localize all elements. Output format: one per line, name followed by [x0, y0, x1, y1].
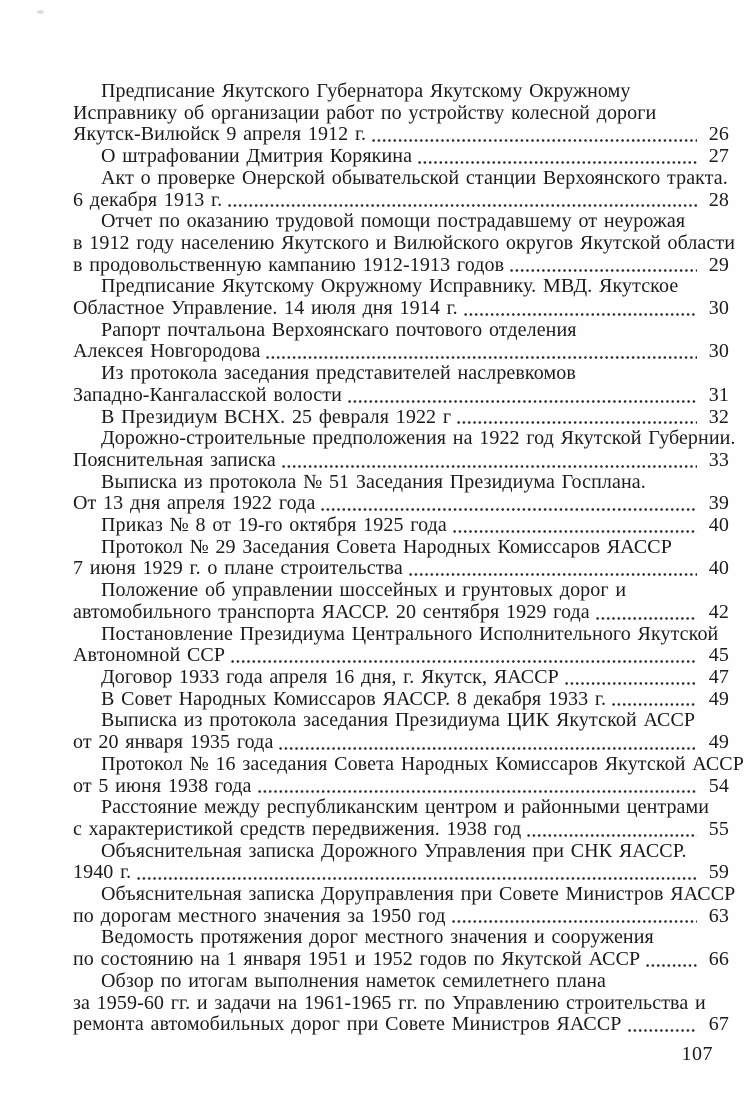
- toc-entry-title: От 13 дня апреля 1922 года: [73, 492, 316, 515]
- dot-leader: [453, 529, 697, 534]
- toc-entry-title: Договор 1933 года апреля 16 дня, г. Якутск, ЯАССР: [101, 665, 559, 688]
- folio-page-number: 107: [681, 1043, 713, 1065]
- toc-entry-page-number: 31: [708, 383, 729, 406]
- toc-line: [73, 732, 729, 754]
- dot-leader: [321, 507, 697, 512]
- toc-entry-page-number: 63: [708, 904, 729, 927]
- toc-entry-page-number: 49: [708, 731, 729, 754]
- toc-line: [73, 906, 729, 928]
- toc-line: [73, 558, 729, 580]
- dot-leader: [596, 616, 697, 621]
- dot-leader: [258, 789, 697, 794]
- toc-line: [73, 493, 729, 515]
- dot-leader: [510, 268, 697, 273]
- toc-line: Протокол № 29 Заседания Совета Народных Комиссаров ЯАССР: [101, 535, 672, 558]
- toc-entry: [73, 883, 736, 927]
- toc-entry: [73, 624, 729, 667]
- dot-leader: [228, 203, 697, 208]
- toc-line: [73, 341, 729, 363]
- toc-entry-title: от 5 июня 1938 года: [73, 774, 252, 797]
- toc-line: [73, 667, 729, 689]
- toc-entry: [73, 689, 729, 711]
- toc-entry: [73, 168, 729, 211]
- toc-line: [73, 689, 729, 711]
- toc-line: [73, 819, 729, 841]
- dot-leader: [527, 833, 697, 838]
- toc-entry-title: по состоянию на 1 января 1951 и 1952 годов по Якутской АССР: [73, 948, 641, 971]
- dot-leader: [646, 963, 697, 968]
- toc-line: [73, 298, 729, 320]
- toc-entry-title: ремонта автомобильных дорог при Совете Министров ЯАССР: [73, 1013, 622, 1036]
- toc-entry: [73, 710, 729, 753]
- toc-entry: [73, 515, 729, 537]
- toc-entry: [73, 971, 729, 1036]
- toc-entry-page-number: 27: [708, 145, 729, 168]
- toc-entry-title: В Президиум ВСНХ. 25 февраля 1922 г: [101, 405, 452, 428]
- toc-entry-title: 1940 г.: [73, 861, 132, 884]
- toc-entry-title: от 20 января 1935 года: [73, 731, 274, 754]
- toc-entry-page-number: 39: [708, 492, 729, 515]
- toc-entry-page-number: 59: [708, 861, 729, 884]
- toc-line: [73, 645, 729, 667]
- toc-entry-title: В Совет Народных Комиссаров ЯАССР. 8 декабря 1933 г.: [101, 687, 607, 710]
- toc-line: Объяснительная записка Доруправления при Совете Министров ЯАССР: [101, 883, 736, 906]
- toc-entry-title: по дорогам местного значения за 1950 год: [73, 904, 446, 927]
- toc-entry: [73, 320, 729, 363]
- toc-line: Обзор по итогам выполнения наметок семилетнего плана: [101, 969, 606, 992]
- toc-entry-title: Западно-Кангаласской волости: [73, 383, 342, 406]
- toc-entry-page-number: 40: [708, 557, 729, 580]
- toc-entry-page-number: 30: [708, 297, 729, 320]
- toc-entry-title: Автономной ССР: [73, 644, 226, 667]
- toc-entry-page-number: 32: [708, 405, 729, 428]
- toc-line: [73, 949, 729, 971]
- toc-line: [73, 776, 729, 798]
- toc-entry-page-number: 55: [708, 817, 729, 840]
- toc-entry-title: в продовольственную кампанию 1912-1913 годов: [73, 253, 505, 276]
- toc-line: за 1959-60 гг. и задачи на 1961-1965 гг. по Управлению строительства и: [73, 991, 706, 1014]
- dot-leader: [266, 355, 697, 360]
- dot-leader: [418, 160, 697, 165]
- dot-leader: [565, 681, 697, 686]
- toc-entry: [73, 427, 736, 471]
- toc-entry: [73, 81, 729, 146]
- toc-entry: [73, 752, 744, 797]
- toc-entry-page-number: 26: [708, 123, 729, 146]
- toc-line: Рапорт почтальона Верхоянскаго почтового отделения: [101, 318, 577, 341]
- scan-artifact: [37, 10, 44, 14]
- toc-entry-page-number: 33: [708, 448, 729, 471]
- toc-entry: [73, 472, 729, 515]
- toc-entry: [73, 667, 729, 689]
- toc-entry-title: с характеристикой средств передвижения. 1938 год: [73, 817, 522, 840]
- toc-entry-title: 6 декабря 1913 г.: [73, 188, 223, 211]
- toc-entry-page-number: 30: [708, 340, 729, 363]
- dot-leader: [372, 138, 697, 143]
- toc-line: [73, 862, 729, 884]
- toc-line: Объяснительная записка Дорожного Управления при СНК ЯАССР.: [101, 839, 687, 862]
- toc-line: [73, 1014, 729, 1036]
- toc-entry: [73, 210, 736, 276]
- toc-line: Ведомость протяжения дорог местного значения и сооружения: [101, 926, 654, 949]
- toc-line: Предписание Якутскому Окружному Исправнику. МВД. Якутское: [101, 275, 679, 298]
- dot-leader: [137, 876, 697, 881]
- toc-entry: [73, 580, 729, 623]
- toc-line: Постановление Президиума Центрального Исполнительного Якутской: [101, 622, 719, 645]
- toc-entry-page-number: 45: [708, 644, 729, 667]
- toc-entry-title: 7 июня 1929 г. о плане строительства: [73, 557, 403, 580]
- toc-entry-title: Алексея Новгородова: [73, 340, 261, 363]
- toc-entry-page-number: 42: [708, 600, 729, 623]
- dot-leader: [612, 702, 697, 707]
- toc-line: Дорожно-строительные предположения на 1922 год Якутской Губернии.: [101, 427, 736, 450]
- dot-leader: [457, 420, 697, 425]
- dot-leader: [452, 919, 697, 924]
- toc-line: Предписание Якутского Губернатора Якутскому Окружному: [101, 80, 631, 102]
- toc-line: Выписка из протокола заседания Президиума ЦИК Якутской АССР: [101, 709, 696, 732]
- toc-entry: [73, 146, 729, 168]
- toc-line: [73, 450, 729, 472]
- toc-entry-title: Якутск-Вилюйск 9 апреля 1912 г.: [73, 123, 367, 146]
- toc-line: Акт о проверке Онерской обывательской станции Верхоянского тракта.: [101, 166, 728, 189]
- toc-entry: [73, 841, 729, 884]
- toc-line: [73, 515, 729, 537]
- toc-line: в 1912 году населению Якутского и Вилюйского округов Якутской области: [73, 231, 736, 254]
- dot-leader: [279, 746, 697, 751]
- toc-entry-page-number: 66: [708, 948, 729, 971]
- toc-line: [73, 385, 729, 407]
- toc-line: Протокол № 16 заседания Совета Народных Комиссаров Якутской АССР: [101, 752, 744, 775]
- dot-leader: [231, 659, 697, 664]
- toc-entry: [73, 276, 729, 319]
- toc-entry: [73, 363, 729, 406]
- dot-leader: [409, 572, 697, 577]
- table-of-contents: [73, 80, 744, 1036]
- toc-line: Расстояние между республиканским центром и районными центрами: [101, 796, 710, 819]
- toc-line: [73, 602, 729, 624]
- toc-line: Выписка из протокола № 51 Заседания Президиума Госплана.: [101, 470, 646, 493]
- toc-line: [73, 124, 729, 146]
- toc-entry-page-number: 67: [708, 1013, 729, 1036]
- toc-entry: [73, 927, 729, 970]
- toc-line: [73, 190, 729, 212]
- toc-entry: [73, 537, 729, 580]
- toc-line: [73, 255, 729, 277]
- toc-line: Исправнику об организации работ по устройству колесной дороги: [73, 101, 657, 124]
- toc-line: [73, 407, 729, 429]
- toc-entry-title: О штрафовании Дмитрия Корякина: [101, 145, 413, 168]
- toc-line: Положение об управлении шоссейных и грунтовых дорог и: [101, 579, 627, 602]
- toc-entry: [73, 407, 729, 429]
- toc-entry-title: Пояснительная записка: [73, 448, 276, 471]
- dot-leader: [464, 312, 697, 317]
- dot-leader: [628, 1028, 697, 1033]
- toc-entry-page-number: 40: [708, 514, 729, 537]
- toc-line: Из протокола заседания представителей наслревкомов: [101, 362, 576, 385]
- toc-entry-page-number: 54: [708, 774, 729, 797]
- toc-entry-page-number: 29: [708, 253, 729, 276]
- toc-line: [73, 146, 729, 168]
- toc-entry-title: Областное Управление. 14 июля дня 1914 г.: [73, 297, 458, 320]
- dot-leader: [282, 464, 697, 469]
- dot-leader: [348, 399, 697, 404]
- toc-entry-page-number: 28: [708, 188, 729, 211]
- toc-entry: [73, 797, 729, 840]
- toc-line: Отчет по оказанию трудовой помощи пострадавшему от неурожая: [101, 210, 686, 233]
- toc-entry-page-number: 47: [708, 665, 729, 688]
- toc-entry-title: автомобильного транспорта ЯАССР. 20 сентября 1929 года: [73, 600, 590, 623]
- toc-entry-title: Приказ № 8 от 19-го октября 1925 года: [101, 514, 447, 537]
- toc-entry-page-number: 49: [708, 687, 729, 710]
